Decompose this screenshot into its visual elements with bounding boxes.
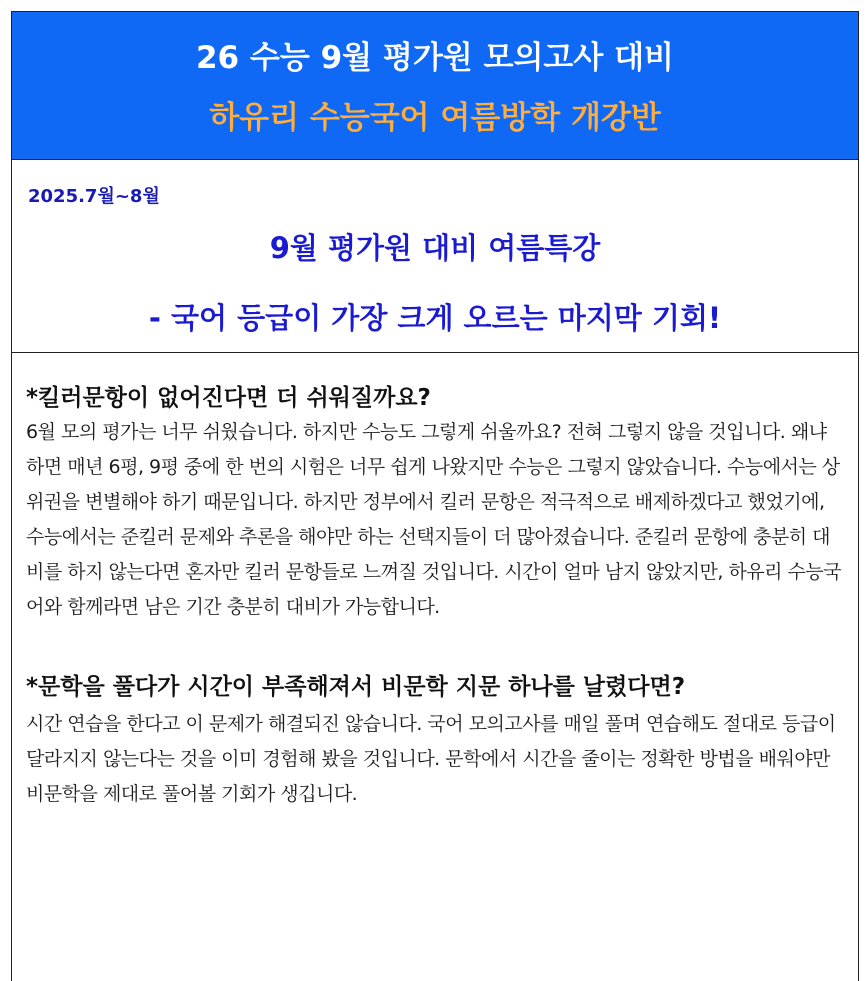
course-banner <box>12 160 858 353</box>
section-question: *문학을 풀다가 시간이 부족해져서 비문학 지문 하나를 날렸다면? <box>26 674 686 700</box>
section-literature-time <box>26 667 844 812</box>
section-killer-questions <box>26 381 844 625</box>
header-title-line1: 26 수능 9월 평가원 모의고사 대비 <box>195 40 675 76</box>
course-headline: 9월 평가원 대비 여름특강 <box>269 231 601 265</box>
document-frame <box>11 11 859 981</box>
header-banner <box>12 12 858 160</box>
course-date: 2025.7월~8월 <box>28 186 160 207</box>
content-area <box>12 353 858 812</box>
course-subheadline: - 국어 등급이 가장 크게 오르는 마지막 기회! <box>148 301 722 335</box>
header-title-line2: 하유리 수능국어 여름방학 개강반 <box>209 100 661 136</box>
section-body: 6월 모의 평가는 너무 쉬웠습니다. 하지만 수능도 그렇게 쉬울까요? 전혀 그렇지 않을 것입니다. 왜냐하면 매년 6평, 9평 중에 한 번의 시험은 너무 쉽게 나왔지만 수능은 그렇지 않았습니다. 수능에서는 상위권을 변별해야 하기 때문입니다. 하지만 정부에서 킬러 문항은 적극적으로 배제하겠다고 했었기에, 수능에서는 준킬러 문제와 추론을 해야만 하는 선택지들이 더 많아졌습니다. 준킬러 문항에 충분히 대비를 하지 않는다면 혼자만 킬러 문항들로 느껴질 것입니다. 시간이 얼마 남지 않았지만, 하유리 수능국어와 함께라면 남은 기간 충분히 대비가 가능합니다. <box>26 421 842 618</box>
section-body: 시간 연습을 한다고 이 문제가 해결되진 않습니다. 국어 모의고사를 매일 풀며 연습해도 절대로 등급이 달라지지 않는다는 것을 이미 경험해 봤을 것입니다. 문학에서 시간을 줄이는 정확한 방법을 배워야만 비문학을 제대로 풀어볼 기회가 생깁니다. <box>26 713 836 805</box>
section-question: *킬러문항이 없어진다면 더 쉬워질까요? <box>26 385 431 411</box>
